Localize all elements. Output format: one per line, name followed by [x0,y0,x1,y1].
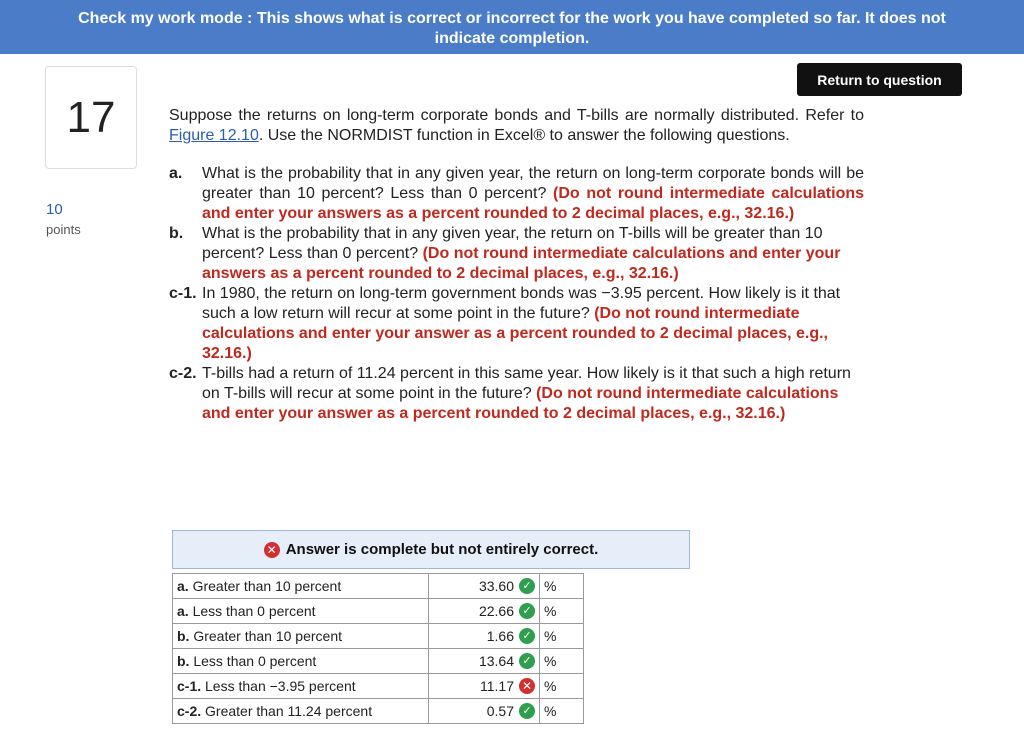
answer-unit: % [544,678,557,694]
part-instruction: (Do not round intermediate calculations and enter your answer as a percent rounded to 2 decimal places, e.g., 32.16.) [202,305,828,362]
points-label: points [46,222,81,237]
answer-value: 1.66 [486,628,514,644]
part-label: b. [169,225,184,242]
answer-unit: % [544,578,557,594]
points-info [46,200,81,240]
answer-prefix: b. [177,653,190,669]
answer-value-cell[interactable] [429,674,540,699]
answer-value-cell[interactable] [429,574,540,599]
part-instruction: (Do not round intermediate calculations and enter your answers as a percent rounded to 2 decimal places, e.g., 32.16.) [202,245,841,282]
incorrect-x-icon: ✕ [519,678,535,694]
answer-value: 33.60 [478,578,514,594]
answer-unit-cell [540,674,584,699]
answer-label-cell [173,649,429,674]
answer-label-cell [173,674,429,699]
part-b [169,224,864,284]
return-to-question-button[interactable]: Return to question [797,63,962,96]
answer-value-cell[interactable] [429,599,540,624]
answer-label-cell [173,574,429,599]
answer-value-cell[interactable] [429,649,540,674]
correct-check-icon: ✓ [519,578,535,594]
answer-label: Less than 0 percent [192,603,316,619]
answer-value-cell[interactable] [429,624,540,649]
answer-row [173,599,584,624]
part-a [169,164,864,224]
answer-unit-cell [540,699,584,724]
part-c1 [169,284,864,364]
answer-label: Less than −3.95 percent [205,678,356,694]
answer-status-text: Answer is complete but not entirely correct. [285,541,599,558]
part-question-text: T-bills had a return of 11.24 percent in this same year. How likely is it that such a high return on T-bills will recur at some point in the future? [202,365,851,402]
question-number-box [45,66,137,169]
answer-row [173,674,584,699]
answer-label: Less than 0 percent [193,653,317,669]
answer-unit-cell [540,599,584,624]
intro-text-after: . Use the NORMDIST function in Excel® to answer the following questions. [258,127,790,144]
part-instruction: (Do not round intermediate calculations and enter your answer as a percent rounded to 2 decimal places, e.g., 32.16.) [202,385,839,422]
answer-section [172,530,690,724]
answer-unit: % [544,653,557,669]
correct-check-icon: ✓ [519,653,535,669]
answer-value: 11.17 [480,678,514,694]
answer-unit: % [544,628,557,644]
figure-link[interactable]: Figure 12.10 [169,127,259,144]
banner-line-2: indicate completion. [434,30,590,47]
answer-prefix: c-1. [177,678,202,694]
banner-line-1: Check my work mode : This shows what is correct or incorrect for the work you have completed so far. It does not [78,10,946,27]
answer-table [172,573,584,724]
correct-check-icon: ✓ [519,603,535,619]
part-instruction: (Do not round intermediate calculations and enter your answers as a percent rounded to 2 decimal places, e.g., 32.16.) [202,185,865,222]
answer-unit-cell [540,624,584,649]
answer-status-banner [172,530,690,569]
question-content [169,106,864,424]
answer-unit: % [544,703,557,719]
question-number: 17 [66,92,116,142]
answer-value: 13.64 [478,653,514,669]
answer-label: Greater than 11.24 percent [205,703,373,719]
correct-check-icon: ✓ [519,703,535,719]
answer-row [173,699,584,724]
part-question-text: What is the probability that in any given year, the return on T-bills will be greater than 10 percent? Less than 0 percent? [202,225,823,262]
intro-text-before: Suppose the returns on long-term corporate bonds and T-bills are normally distributed. Refer to [169,107,864,124]
answer-unit-cell [540,649,584,674]
points-value: 10 [46,201,63,218]
answer-label: Greater than 10 percent [192,578,342,594]
answer-row [173,624,584,649]
answer-unit: % [544,603,557,619]
answer-label: Greater than 10 percent [193,628,342,644]
problem-intro [169,106,864,146]
answer-value-cell[interactable] [429,699,540,724]
answer-label-cell [173,599,429,624]
incorrect-x-icon: ✕ [264,542,280,558]
answer-prefix: b. [177,628,190,644]
part-label: c-1. [169,285,197,302]
answer-label-cell [173,699,429,724]
check-my-work-banner [0,0,1024,54]
part-label: c-2. [169,365,197,382]
part-question-text: What is the probability that in any given year, the return on long-term corporate bonds will be greater than 10 percent? Less than 0 percent? [202,165,864,202]
answer-value: 0.57 [486,703,514,719]
answer-value: 22.66 [478,603,514,619]
part-c2 [169,364,864,424]
part-question-text: In 1980, the return on long-term government bonds was −3.95 percent. How likely is it that such a low return will recur at some point in the future? [202,285,841,322]
answer-row [173,649,584,674]
correct-check-icon: ✓ [519,628,535,644]
answer-prefix: a. [177,578,189,594]
answer-row [173,574,584,599]
part-label: a. [169,165,183,182]
answer-prefix: c-2. [177,703,202,719]
answer-unit-cell [540,574,584,599]
answer-label-cell [173,624,429,649]
answer-prefix: a. [177,603,189,619]
